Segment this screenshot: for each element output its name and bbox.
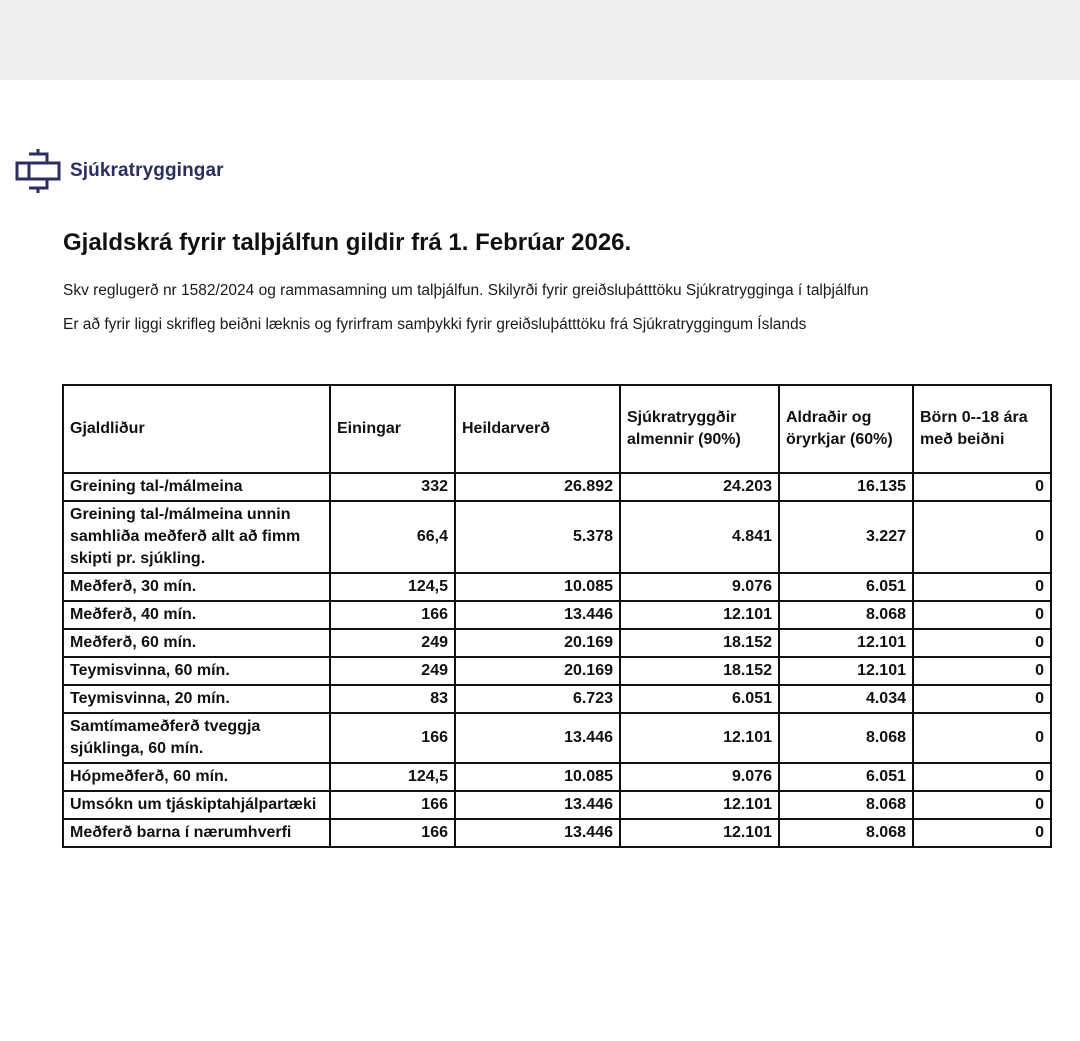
cell-einingar: 124,5 bbox=[330, 573, 455, 601]
cell-heildarverd: 20.169 bbox=[455, 657, 620, 685]
cell-einingar: 249 bbox=[330, 629, 455, 657]
brand-logo bbox=[14, 146, 224, 196]
cell-sjukratryggdir: 12.101 bbox=[620, 819, 779, 847]
header-einingar: Einingar bbox=[330, 385, 455, 473]
cell-heildarverd: 13.446 bbox=[455, 601, 620, 629]
cell-sjukratryggdir: 4.841 bbox=[620, 501, 779, 573]
cell-sjukratryggdir: 12.101 bbox=[620, 791, 779, 819]
cell-born: 0 bbox=[913, 501, 1051, 573]
cell-born: 0 bbox=[913, 685, 1051, 713]
row-label: Teymisvinna, 60 mín. bbox=[63, 657, 330, 685]
cell-aldradir: 3.227 bbox=[779, 501, 913, 573]
cell-einingar: 166 bbox=[330, 601, 455, 629]
cell-aldradir: 12.101 bbox=[779, 629, 913, 657]
header-born: Börn 0--18 ára með beiðni bbox=[913, 385, 1051, 473]
cell-einingar: 332 bbox=[330, 473, 455, 501]
header-sjukratryggdir: Sjúkratryggðir almennir (90%) bbox=[620, 385, 779, 473]
page-title: Gjaldskrá fyrir talþjálfun gildir frá 1. Febrúar 2026. bbox=[63, 229, 632, 256]
cell-aldradir: 16.135 bbox=[779, 473, 913, 501]
cell-heildarverd: 13.446 bbox=[455, 791, 620, 819]
cell-einingar: 166 bbox=[330, 791, 455, 819]
cell-aldradir: 6.051 bbox=[779, 763, 913, 791]
header-aldradir: Aldraðir og öryrkjar (60%) bbox=[779, 385, 913, 473]
cell-einingar: 166 bbox=[330, 713, 455, 763]
cell-aldradir: 4.034 bbox=[779, 685, 913, 713]
cell-einingar: 83 bbox=[330, 685, 455, 713]
cell-born: 0 bbox=[913, 713, 1051, 763]
cell-born: 0 bbox=[913, 601, 1051, 629]
table-row bbox=[63, 685, 1051, 713]
cell-aldradir: 12.101 bbox=[779, 657, 913, 685]
cell-einingar: 249 bbox=[330, 657, 455, 685]
cell-heildarverd: 13.446 bbox=[455, 713, 620, 763]
cell-heildarverd: 26.892 bbox=[455, 473, 620, 501]
cell-heildarverd: 10.085 bbox=[455, 763, 620, 791]
row-label: Meðferð, 60 mín. bbox=[63, 629, 330, 657]
cell-aldradir: 8.068 bbox=[779, 819, 913, 847]
table-row bbox=[63, 819, 1051, 847]
intro-line-2: Er að fyrir liggi skrifleg beiðni læknis og fyrirfram samþykki fyrir greiðsluþátttöku frá Sjúkratryggingum Íslands bbox=[63, 316, 807, 333]
top-band bbox=[0, 0, 1080, 80]
cell-aldradir: 8.068 bbox=[779, 601, 913, 629]
fee-table bbox=[62, 384, 1052, 848]
cell-sjukratryggdir: 18.152 bbox=[620, 629, 779, 657]
table-row bbox=[63, 657, 1051, 685]
cell-heildarverd: 20.169 bbox=[455, 629, 620, 657]
row-label: Hópmeðferð, 60 mín. bbox=[63, 763, 330, 791]
row-label: Meðferð barna í nærumhverfi bbox=[63, 819, 330, 847]
cell-born: 0 bbox=[913, 629, 1051, 657]
cell-aldradir: 6.051 bbox=[779, 573, 913, 601]
table-row bbox=[63, 763, 1051, 791]
table-row bbox=[63, 473, 1051, 501]
cell-born: 0 bbox=[913, 573, 1051, 601]
cell-heildarverd: 6.723 bbox=[455, 685, 620, 713]
cell-einingar: 66,4 bbox=[330, 501, 455, 573]
intro-line-1: Skv reglugerð nr 1582/2024 og rammasamning um talþjálfun. Skilyrði fyrir greiðsluþátttöku Sjúkratrygginga í talþjálfun bbox=[63, 282, 869, 299]
table-header-row bbox=[63, 385, 1051, 473]
cell-sjukratryggdir: 12.101 bbox=[620, 601, 779, 629]
row-label: Umsókn um tjáskiptahjálpartæki bbox=[63, 791, 330, 819]
table-row bbox=[63, 629, 1051, 657]
cell-born: 0 bbox=[913, 473, 1051, 501]
cell-sjukratryggdir: 9.076 bbox=[620, 573, 779, 601]
cell-aldradir: 8.068 bbox=[779, 791, 913, 819]
header-heildarverd: Heildarverð bbox=[455, 385, 620, 473]
brand-name: Sjúkratryggingar bbox=[70, 160, 224, 181]
row-label: Greining tal-/málmeina bbox=[63, 473, 330, 501]
sjukratryggingar-logo-icon bbox=[14, 146, 64, 196]
cell-sjukratryggdir: 18.152 bbox=[620, 657, 779, 685]
row-label: Greining tal-/málmeina unnin samhliða meðferð allt að fimm skipti pr. sjúkling. bbox=[63, 501, 330, 573]
cell-sjukratryggdir: 12.101 bbox=[620, 713, 779, 763]
cell-born: 0 bbox=[913, 791, 1051, 819]
table-row bbox=[63, 791, 1051, 819]
table-row bbox=[63, 573, 1051, 601]
cell-born: 0 bbox=[913, 657, 1051, 685]
cell-einingar: 166 bbox=[330, 819, 455, 847]
row-label: Meðferð, 30 mín. bbox=[63, 573, 330, 601]
cell-born: 0 bbox=[913, 819, 1051, 847]
cell-heildarverd: 10.085 bbox=[455, 573, 620, 601]
cell-heildarverd: 13.446 bbox=[455, 819, 620, 847]
row-label: Meðferð, 40 mín. bbox=[63, 601, 330, 629]
cell-born: 0 bbox=[913, 763, 1051, 791]
cell-aldradir: 8.068 bbox=[779, 713, 913, 763]
header-gjaldlidur: Gjaldliður bbox=[63, 385, 330, 473]
row-label: Teymisvinna, 20 mín. bbox=[63, 685, 330, 713]
cell-einingar: 124,5 bbox=[330, 763, 455, 791]
cell-sjukratryggdir: 24.203 bbox=[620, 473, 779, 501]
row-label: Samtímameðferð tveggja sjúklinga, 60 mín. bbox=[63, 713, 330, 763]
table-row bbox=[63, 601, 1051, 629]
cell-heildarverd: 5.378 bbox=[455, 501, 620, 573]
table-row bbox=[63, 501, 1051, 573]
cell-sjukratryggdir: 6.051 bbox=[620, 685, 779, 713]
cell-sjukratryggdir: 9.076 bbox=[620, 763, 779, 791]
table-row bbox=[63, 713, 1051, 763]
